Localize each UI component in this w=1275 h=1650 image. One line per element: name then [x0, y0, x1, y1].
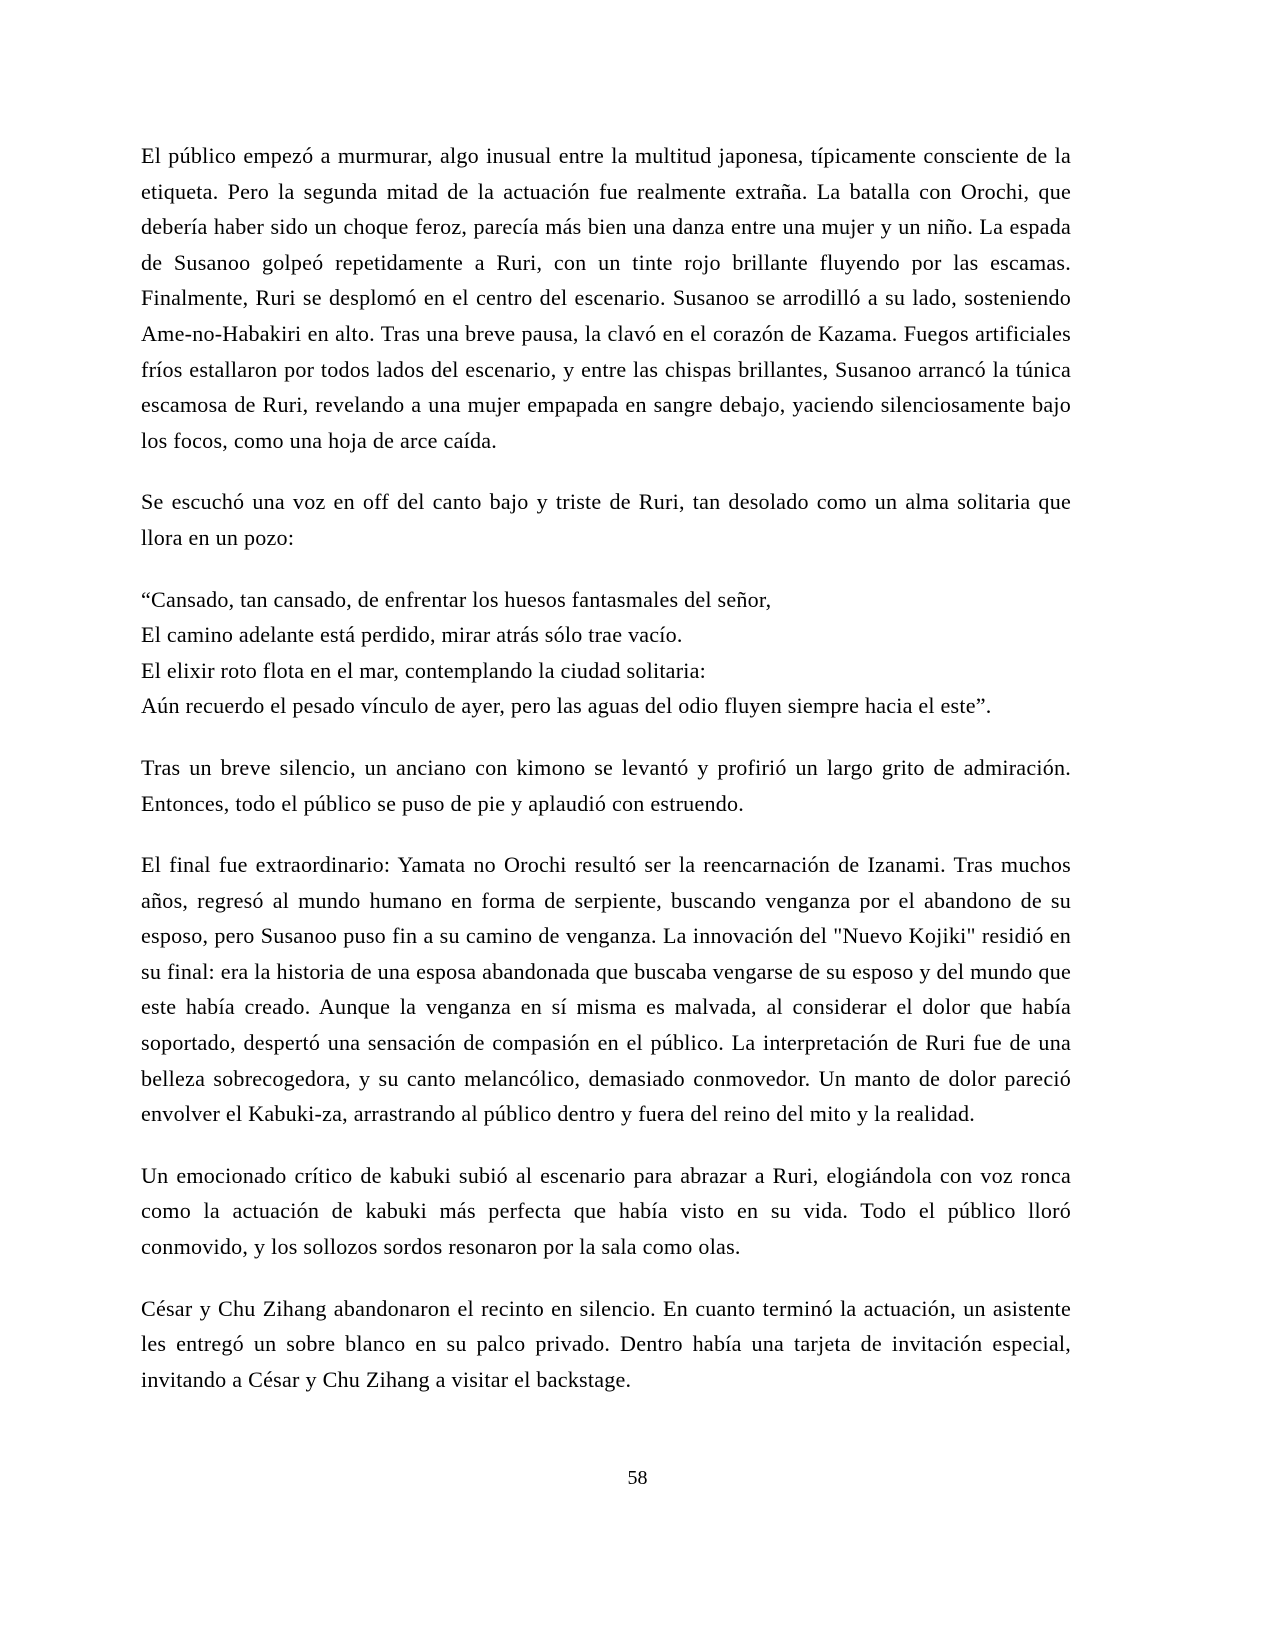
paragraph-1: El público empezó a murmurar, algo inusual entre la multitud japonesa, típicamente consciente de la etiqueta. Pero la segunda mitad de la actuación fue realmente extraña. La batalla con Orochi, que debería haber sido un choque feroz, parecía más bien una danza entre una mujer y un niño. La espada de Susanoo golpeó repetidamente a Ruri, con un tinte rojo brillante fluyendo por las escamas. Finalmente, Ruri se desplomó en el centro del escenario. Susanoo se arrodilló a su lado, sosteniendo Ame-no-Habakiri en alto. Tras una breve pausa, la clavó en el corazón de Kazama. Fuegos artificiales fríos estallaron por todos lados del escenario, y entre las chispas brillantes, Susanoo arrancó la túnica escamosa de Ruri, revelando a una mujer empapada en sangre debajo, yaciendo silenciosamente bajo los focos, como una hoja de arce caída. [141, 143, 1071, 453]
verse-line-2: El camino adelante está perdido, mirar atrás sólo trae vacío. [141, 622, 683, 648]
paragraph-2: Se escuchó una voz en off del canto bajo y triste de Ruri, tan desolado como un alma solitaria que llora en un pozo: [141, 489, 1071, 550]
paragraph-3: Tras un breve silencio, un anciano con kimono se levantó y profirió un largo grito de admiración. Entonces, todo el público se puso de pie y aplaudió con estruendo. [141, 754, 1071, 816]
paragraph-5: Un emocionado crítico de kabuki subió al escenario para abrazar a Ruri, elogiándola con voz ronca como la actuación de kabuki más perfecta que había visto en su vida. Todo el público lloró conmovido, y los sollozos sordos resonaron por la sala como olas. [141, 1162, 1071, 1260]
verse-line-4: Aún recuerdo el pesado vínculo de ayer, pero las aguas del odio fluyen siempre hacia el este”. [141, 693, 992, 719]
page-number: 58 [627, 1467, 648, 1489]
verse-block [141, 582, 1071, 724]
paragraph-6: César y Chu Zihang abandonaron el recinto en silencio. En cuanto terminó la actuación, un asistente les entregó un sobre blanco en su palco privado. Dentro había una tarjeta de invitación especial, invitando a César y Chu Zihang a visitar el backstage. [141, 1295, 1071, 1392]
verse-line-3: El elixir roto flota en el mar, contemplando la ciudad solitaria: [141, 657, 707, 683]
verse-line-1: “Cansado, tan cansado, de enfrentar los huesos fantasmales del señor, [141, 586, 772, 612]
paragraph-4: El final fue extraordinario: Yamata no Orochi resultó ser la reencarnación de Izanami. Tras muchos años, regresó al mundo humano en forma de serpiente, buscando venganza por el abandono de su esposo, pero Susanoo puso fin a su camino de venganza. La innovación del "Nuevo Kojiki" residió en su final: era la historia de una esposa abandonada que buscaba vengarse de su esposo y del mundo que este había creado. Aunque la venganza en sí misma es malvada, al considerar el dolor que había soportado, despertó una sensación de compasión en el público. La interpretación de Ruri fue de una belleza sobrecogedora, y su canto melancólico, demasiado conmovedor. Un manto de dolor pareció envolver el Kabuki-za, arrastrando al público dentro y fuera del reino del mito y la realidad. [141, 852, 1071, 1127]
text-column [141, 138, 1071, 1397]
